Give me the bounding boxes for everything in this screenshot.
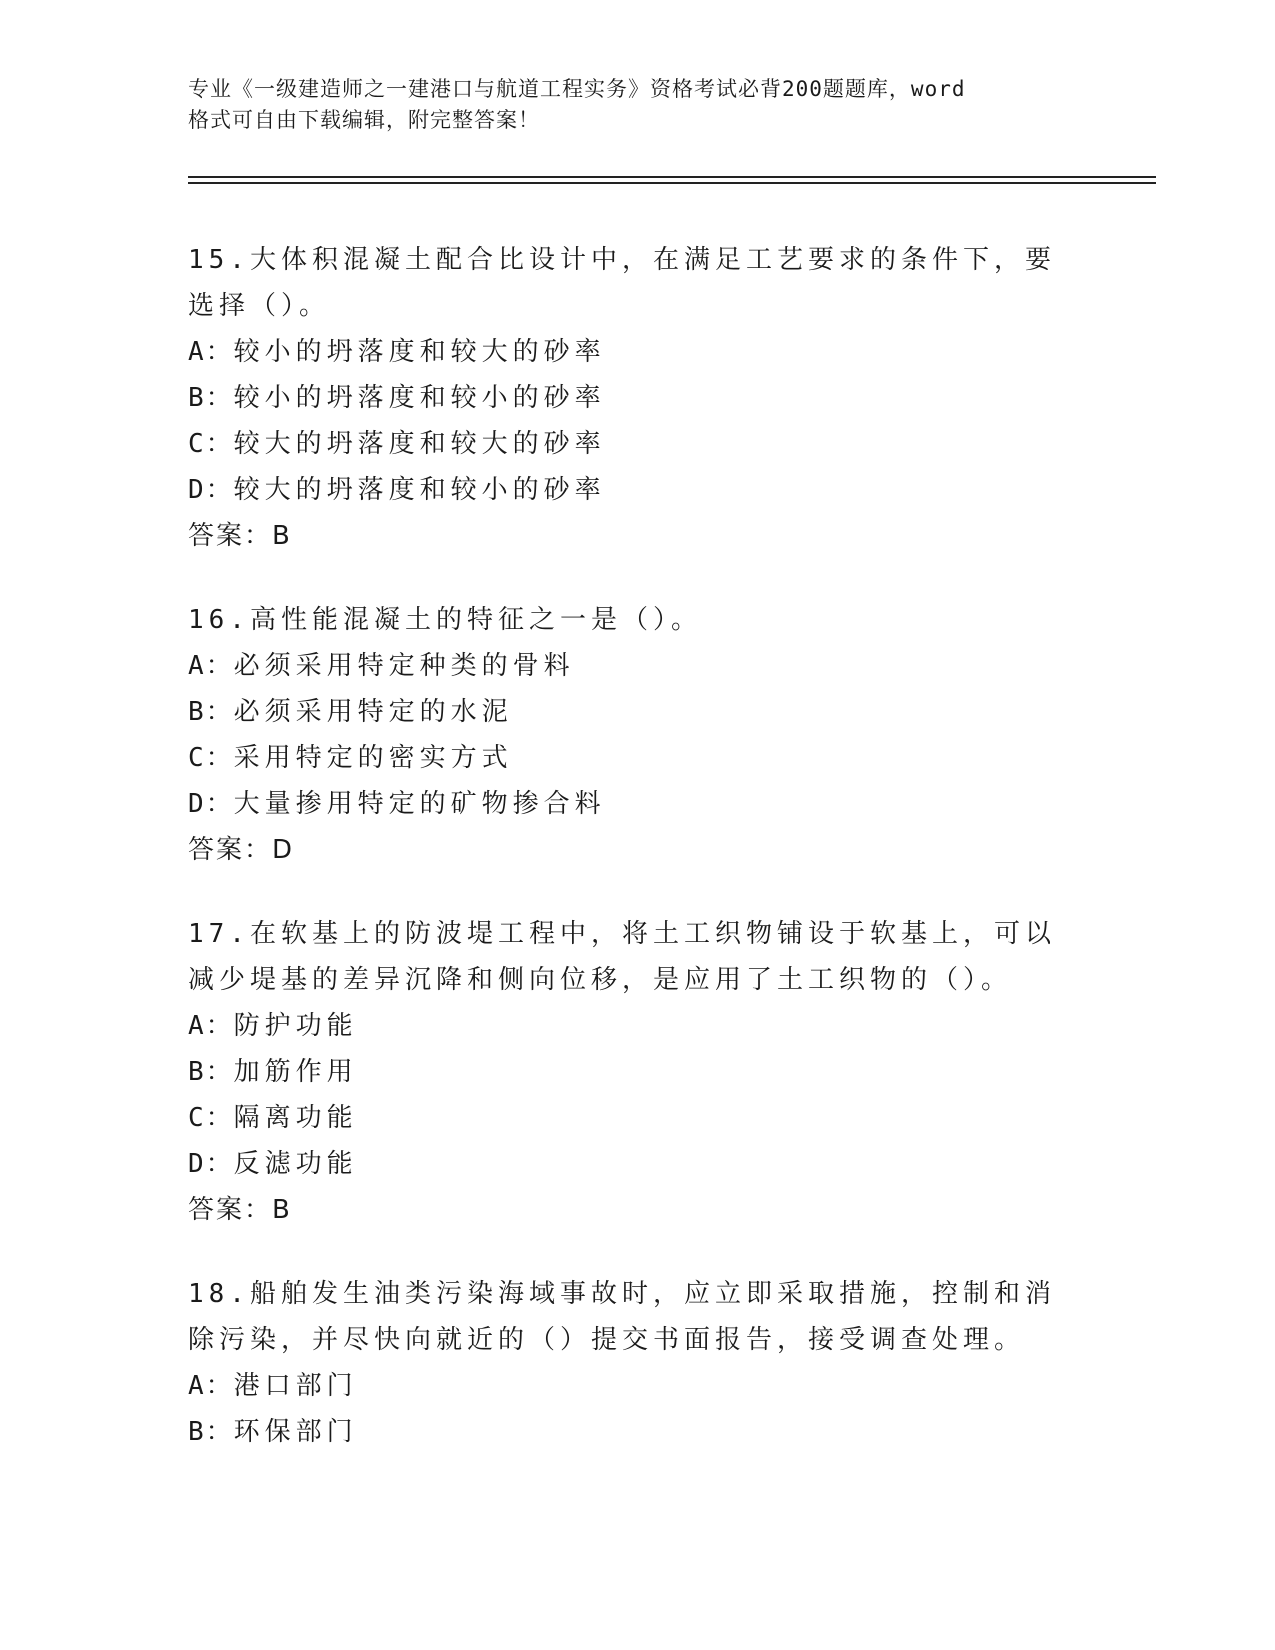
question-item — [188, 911, 1088, 1233]
option-text: 较小的坍落度和较大的砂率 — [233, 337, 606, 367]
question-item — [188, 237, 1088, 559]
question-text — [188, 911, 1078, 1003]
question-text — [188, 597, 1078, 643]
question-stem: 在软基上的防波堤工程中，将土工织物铺设于软基上，可以减少堤基的差异沉降和侧向位移，是应用了土工织物的（）。 — [188, 919, 1056, 995]
option-text: 加筋作用 — [233, 1057, 358, 1087]
question-item — [188, 597, 1088, 873]
question-item — [188, 1271, 1088, 1455]
question-stem: 大体积混凝土配合比设计中，在满足工艺要求的条件下，要选择（）。 — [188, 245, 1056, 321]
option-letter: A： — [188, 1011, 234, 1041]
option-text: 反滤功能 — [233, 1149, 358, 1179]
option-b — [188, 1049, 1088, 1095]
option-text: 环保部门 — [233, 1417, 358, 1447]
option-d — [188, 1141, 1088, 1187]
option-a — [188, 643, 1088, 689]
option-text: 大量掺用特定的矿物掺合料 — [233, 789, 606, 819]
option-text: 防护功能 — [233, 1011, 358, 1041]
question-number: 15. — [188, 245, 250, 275]
option-b — [188, 1409, 1088, 1455]
header-divider-top — [188, 176, 1156, 178]
option-text: 隔离功能 — [233, 1103, 358, 1133]
answer-line: 答案：D — [188, 835, 295, 865]
question-text — [188, 237, 1078, 329]
answer-line: 答案：B — [188, 1195, 292, 1225]
option-a — [188, 1363, 1088, 1409]
option-a — [188, 329, 1088, 375]
option-text: 港口部门 — [233, 1371, 358, 1401]
option-letter: B： — [188, 697, 234, 727]
header-line-2: 格式可自由下载编辑，附完整答案！ — [188, 108, 540, 132]
option-letter: B： — [188, 1417, 234, 1447]
option-letter: B： — [188, 1057, 234, 1087]
option-letter: C： — [188, 429, 234, 459]
option-text: 采用特定的密实方式 — [233, 743, 513, 773]
option-c — [188, 421, 1088, 467]
document-header — [188, 74, 1068, 136]
question-stem: 高性能混凝土的特征之一是（）。 — [249, 605, 702, 635]
question-number: 16. — [188, 605, 250, 635]
option-letter: D： — [188, 475, 234, 505]
question-number: 17. — [188, 919, 250, 949]
option-letter: D： — [188, 1149, 234, 1179]
option-letter: C： — [188, 743, 234, 773]
option-text: 较大的坍落度和较小的砂率 — [233, 475, 606, 505]
option-letter: D： — [188, 789, 234, 819]
option-c — [188, 1095, 1088, 1141]
option-letter: A： — [188, 337, 234, 367]
option-d — [188, 467, 1088, 513]
option-text: 较小的坍落度和较小的砂率 — [233, 383, 606, 413]
option-b — [188, 375, 1088, 421]
option-a — [188, 1003, 1088, 1049]
option-b — [188, 689, 1088, 735]
header-divider-bottom — [188, 182, 1156, 184]
option-text: 必须采用特定的水泥 — [233, 697, 513, 727]
question-stem: 船舶发生油类污染海域事故时，应立即采取措施，控制和消除污染，并尽快向就近的（）提交书面报告，接受调查处理。 — [188, 1279, 1056, 1355]
option-text: 较大的坍落度和较大的砂率 — [233, 429, 606, 459]
option-c — [188, 735, 1088, 781]
question-list — [188, 237, 1088, 1493]
option-text: 必须采用特定种类的骨料 — [233, 651, 575, 681]
header-line-1: 专业《一级建造师之一建港口与航道工程实务》资格考试必背200题题库，word — [188, 77, 966, 101]
option-letter: A： — [188, 1371, 234, 1401]
option-letter: B： — [188, 383, 234, 413]
answer-line: 答案：B — [188, 521, 292, 551]
option-letter: C： — [188, 1103, 234, 1133]
question-number: 18. — [188, 1279, 250, 1309]
question-text — [188, 1271, 1078, 1363]
option-letter: A： — [188, 651, 234, 681]
option-d — [188, 781, 1088, 827]
